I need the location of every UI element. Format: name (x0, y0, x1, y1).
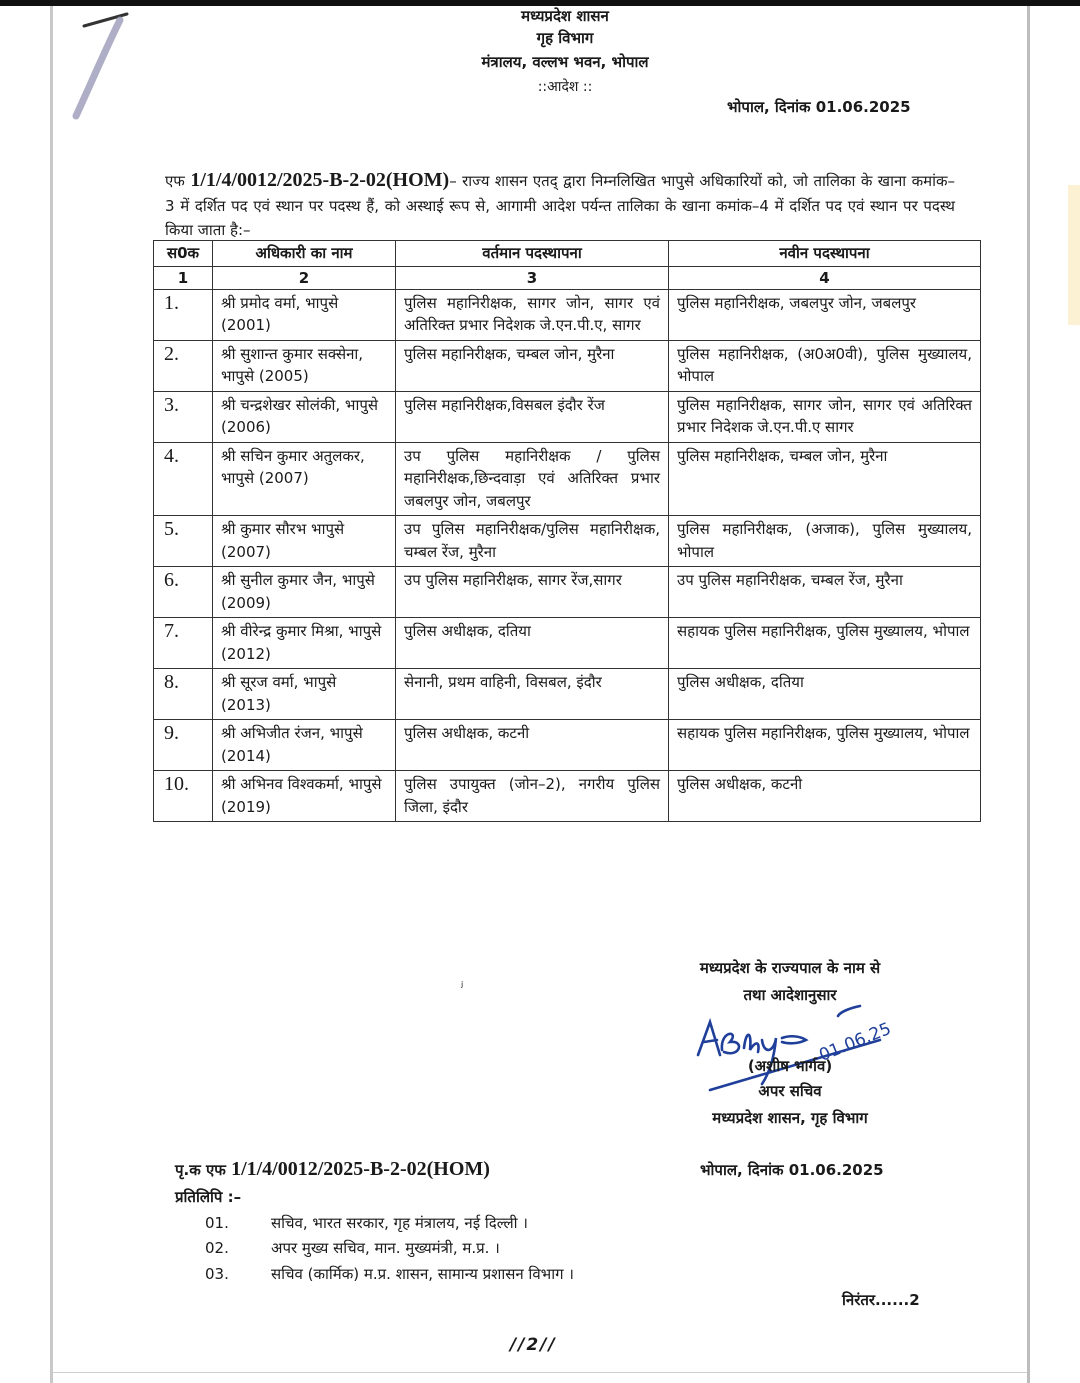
copy-item (205, 1213, 528, 1233)
order-prefix: एफ (165, 172, 185, 190)
continued-note: निरंतर......2 (842, 1291, 920, 1309)
copy-item-number: 03. (205, 1265, 229, 1283)
current-posting: पुलिस महानिरीक्षक, सागर जोन, सागर एवं अतिरिक्त प्रभार निदेशक जे.एन.पी.ए, सागर (396, 289, 669, 340)
new-posting: सहायक पुलिस महानिरीक्षक, पुलिस मुख्यालय, भोपाल (669, 720, 981, 771)
new-posting: पुलिस महानिरीक्षक, (अ0अ0वी), पुलिस मुख्यालय, भोपाल (669, 340, 981, 391)
table-row (154, 340, 981, 391)
current-posting: पुलिस उपायुक्त (जोन–2), नगरीय पुलिस जिला, इंदौर (396, 771, 669, 822)
officer-name: श्री सूरज वर्मा, भापुसे (2013) (213, 669, 396, 720)
handwritten-date: 01.06.25 (816, 1018, 895, 1066)
row-sno: 8. (154, 669, 213, 720)
copy-item-text: सचिव, भारत सरकार, गृह मंत्रालय, नई दिल्ली । (271, 1214, 528, 1232)
new-posting: पुलिस महानिरीक्षक, सागर जोन, सागर एवं अतिरिक्त प्रभार निदेशक जे.एन.पी.ए सागर (669, 391, 981, 442)
current-posting: पुलिस अधीक्षक, कटनी (396, 720, 669, 771)
side-tab (1068, 185, 1080, 325)
copy-item-text: अपर मुख्य सचिव, मान. मुख्यमंत्री, म.प्र. । (271, 1239, 500, 1257)
header-sno: स0क (154, 241, 213, 267)
stray-mark: ʲ (461, 980, 464, 995)
row-sno: 7. (154, 618, 213, 669)
officer-name: श्री चन्द्रशेखर सोलंकी, भापुसे (2006) (213, 391, 396, 442)
new-posting: सहायक पुलिस महानिरीक्षक, पुलिस मुख्यालय, भोपाल (669, 618, 981, 669)
copy-item (205, 1238, 500, 1258)
column-number-row (154, 266, 981, 289)
current-posting: उप पुलिस महानिरीक्षक / पुलिस महानिरीक्षक,छिन्दवाड़ा एवं अतिरिक्त प्रभार जबलपुर जोन, जबलपुर (396, 442, 669, 516)
column-number: 2 (213, 266, 396, 289)
order-paragraph (165, 168, 955, 243)
copy-item-number: 01. (205, 1214, 229, 1232)
officer-name: श्री अभिनव विश्वकर्मा, भापुसे (2019) (213, 771, 396, 822)
table-header-row (154, 241, 981, 267)
copy-item (205, 1264, 574, 1284)
current-posting: सेनानी, प्रथम वाहिनी, विसबल, इंदौर (396, 669, 669, 720)
government-name: मध्यप्रदेश शासन (521, 7, 609, 25)
table-row (154, 567, 981, 618)
officer-name: श्री वीरेन्द्र कुमार मिश्रा, भापुसे (2012) (213, 618, 396, 669)
signatory-designation: अपर सचिव (758, 1082, 822, 1100)
current-posting: पुलिस अधीक्षक, दतिया (396, 618, 669, 669)
officer-name: श्री सुशान्त कुमार सक्सेना, भापुसे (2005) (213, 340, 396, 391)
table-row (154, 442, 981, 516)
column-number: 4 (669, 266, 981, 289)
new-posting: पुलिस महानिरीक्षक, (अजाक), पुलिस मुख्यालय, भोपाल (669, 516, 981, 567)
new-posting: पुलिस अधीक्षक, दतिया (669, 669, 981, 720)
table-row (154, 618, 981, 669)
copy-item-text: सचिव (कार्मिक) म.प्र. शासन, सामान्य प्रशासन विभाग । (271, 1265, 574, 1283)
row-sno: 6. (154, 567, 213, 618)
signatory-name: (अशीष भार्गव) (747, 1057, 833, 1075)
table-row (154, 289, 981, 340)
table-row (154, 516, 981, 567)
endorsement-number: 1/1/4/0012/2025-B-2-02(HOM) (231, 1158, 490, 1180)
table-row (154, 391, 981, 442)
header-current-posting: वर्तमान पदस्थापना (396, 241, 669, 267)
row-sno: 5. (154, 516, 213, 567)
table-row (154, 771, 981, 822)
endorsement-date: भोपाल, दिनांक 01.06.2025 (700, 1161, 884, 1179)
new-posting: पुलिस अधीक्षक, कटनी (669, 771, 981, 822)
row-sno: 3. (154, 391, 213, 442)
authority-line-1: मध्यप्रदेश के राज्यपाल के नाम से (699, 959, 881, 977)
current-posting: पुलिस महानिरीक्षक, चम्बल जोन, मुरैना (396, 340, 669, 391)
authority-line-2: तथा आदेशानुसार (743, 986, 837, 1004)
row-sno: 9. (154, 720, 213, 771)
current-posting: पुलिस महानिरीक्षक,विसबल इंदौर रेंज (396, 391, 669, 442)
column-number: 3 (396, 266, 669, 289)
office-address: मंत्रालय, वल्लभ भवन, भोपाल (481, 53, 649, 71)
pen-stroke-mark (62, 6, 142, 121)
new-posting: उप पुलिस महानिरीक्षक, चम्बल रेंज, मुरैना (669, 567, 981, 618)
table-row (154, 720, 981, 771)
current-posting: उप पुलिस महानिरीक्षक/पुलिस महानिरीक्षक, चम्बल रेंज, मुरैना (396, 516, 669, 567)
new-posting: पुलिस महानिरीक्षक, चम्बल जोन, मुरैना (669, 442, 981, 516)
officer-name: श्री अभिजीत रंजन, भापुसे (2014) (213, 720, 396, 771)
officer-name: श्री कुमार सौरभ भापुसे (2007) (213, 516, 396, 567)
signatory-office: मध्यप्रदेश शासन, गृह विभाग (712, 1109, 868, 1127)
order-body: – राज्य शासन एतद् द्वारा निम्नलिखित भापुसे अधिकारियों को, जो तालिका के खाना कमांक–3 में दर्शित पद एवं स्थान पर पदस्थ हैं, को अस्थाई रूप से, आगामी आदेश पर्यन्त तालिका के खाना कमांक–4 में दर्शित पद एवं स्थान पर पदस्थ किया जाता है:– (165, 172, 955, 239)
row-sno: 4. (154, 442, 213, 516)
order-date: भोपाल, दिनांक 01.06.2025 (727, 98, 911, 116)
officer-name: श्री सुनील कुमार जैन, भापुसे (2009) (213, 567, 396, 618)
row-sno: 2. (154, 340, 213, 391)
column-number: 1 (154, 266, 213, 289)
officer-name: श्री प्रमोद वर्मा, भापुसे (2001) (213, 289, 396, 340)
page-left-edge (50, 6, 53, 1383)
current-posting: उप पुलिस महानिरीक्षक, सागर रेंज,सागर (396, 567, 669, 618)
transfer-table (153, 240, 981, 822)
row-sno: 10. (154, 771, 213, 822)
department-name: गृह विभाग (536, 29, 594, 47)
header-new-posting: नवीन पदस्थापना (669, 241, 981, 267)
order-title: ::आदेश :: (537, 79, 593, 95)
new-posting: पुलिस महानिरीक्षक, जबलपुर जोन, जबलपुर (669, 289, 981, 340)
endorsement-prefix: पृ.क एफ (175, 1161, 226, 1179)
copy-item-number: 02. (205, 1239, 229, 1257)
table-row (154, 669, 981, 720)
endorsement-reference (175, 1158, 490, 1181)
page-right-edge (1027, 6, 1030, 1383)
officer-name: श्री सचिन कुमार अतुलकर, भापुसे (2007) (213, 442, 396, 516)
page-bottom-edge (53, 1372, 1027, 1373)
copy-to-label: प्रतिलिपि :– (175, 1188, 242, 1206)
row-sno: 1. (154, 289, 213, 340)
header-officer-name: अधिकारी का नाम (213, 241, 396, 267)
page-number: //2// (510, 1335, 557, 1355)
order-reference: 1/1/4/0012/2025-B-2-02(HOM) (190, 169, 450, 191)
